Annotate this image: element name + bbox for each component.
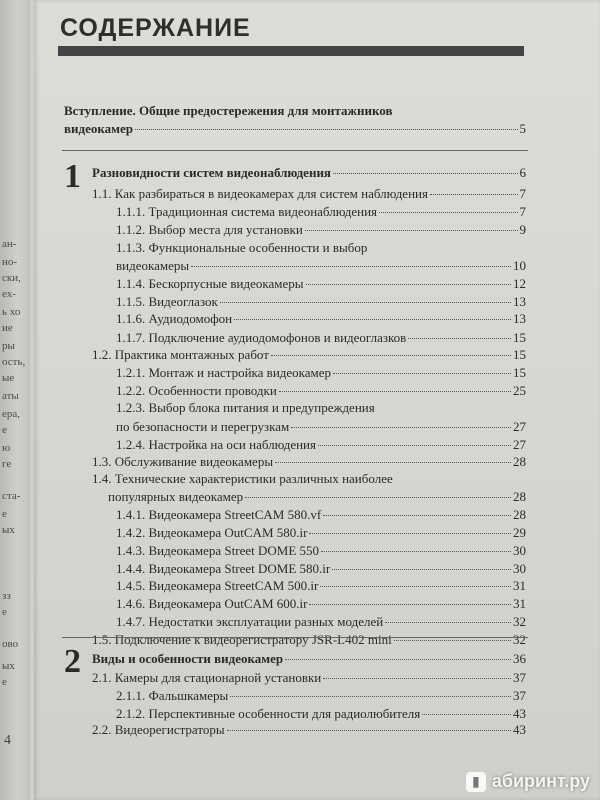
leader-dots: [135, 129, 517, 130]
adjacent-page-fragment: е: [2, 606, 7, 618]
toc-entry-text: 1.5. Подключение к видеорегистратору JSR-L402 mini: [92, 632, 392, 647]
leader-dots: [379, 212, 517, 213]
labirint-logo-icon: ▮: [466, 772, 486, 792]
toc-entry-page: 9: [519, 222, 526, 237]
toc-entry-1-2[interactable]: [92, 347, 526, 362]
toc-entry-1-4-5[interactable]: [116, 578, 526, 593]
leader-dots: [279, 391, 511, 392]
toc-entry-2-1-2[interactable]: [116, 706, 526, 721]
leader-dots: [309, 533, 511, 534]
toc-entry-text: 2.1.2. Перспективные особенности для радиолюбителя: [116, 706, 421, 721]
leader-dots: [333, 173, 518, 174]
toc-entry-1-4[interactable]: [108, 489, 526, 504]
toc-entry-text: 2.1.1. Фальшкамеры: [116, 688, 229, 703]
toc-entry-page: 36: [513, 651, 526, 666]
toc-entry-page: 31: [513, 596, 526, 611]
toc-entry-page: 43: [513, 722, 526, 737]
toc-entry-first-line-1-1-3: 1.1.3. Функциональные особенности и выбор: [116, 240, 368, 255]
toc-entry-text: 1.4.6. Видеокамера OutCAM 600.ir: [116, 596, 308, 611]
watermark-text: абиринт.ру: [491, 771, 590, 791]
toc-entry-1-4-3[interactable]: [116, 543, 526, 558]
toc-entry-1-2-4[interactable]: [116, 437, 526, 452]
toc-entry-page: 37: [513, 670, 526, 685]
adjacent-page-fragment: зз: [2, 590, 11, 602]
leader-dots: [318, 445, 511, 446]
toc-entry-1-1-2[interactable]: [116, 222, 526, 237]
toc-entry-page: 7: [519, 186, 526, 201]
page-title: СОДЕРЖАНИЕ: [60, 14, 251, 42]
adjacent-page-fragment: ры: [2, 340, 15, 352]
toc-entry-text: 1.4.5. Видеокамера StreetCAM 500.ir: [116, 578, 319, 593]
toc-entry-page: 15: [513, 365, 526, 380]
leader-dots: [227, 730, 511, 731]
toc-entry-chapter-1[interactable]: [92, 165, 526, 180]
toc-entry-page: 30: [513, 561, 526, 576]
toc-entry-text: Виды и особенности видеокамер: [92, 651, 284, 666]
chapter-number: 2: [64, 643, 81, 680]
adjacent-page-fragment: ех-: [2, 288, 16, 300]
leader-dots: [271, 355, 511, 356]
toc-entry-page: 29: [513, 525, 526, 540]
toc-entry-2-2[interactable]: [92, 722, 526, 737]
leader-dots: [220, 302, 511, 303]
leader-dots: [408, 338, 511, 339]
leader-dots: [191, 266, 511, 267]
adjacent-page-fragment: ера,: [2, 408, 21, 420]
toc-entry-text: по безопасности и перегрузкам: [116, 419, 290, 434]
toc-page: [34, 0, 600, 800]
leader-dots: [422, 714, 511, 715]
adjacent-page-fragment: ые: [2, 372, 15, 384]
intro-title-line1: Вступление. Общие предостережения для монтажников: [64, 103, 393, 118]
toc-entry-2-1-1[interactable]: [116, 688, 526, 703]
leader-dots: [430, 194, 518, 195]
adjacent-page-number: 4: [4, 733, 11, 748]
leader-dots: [234, 319, 511, 320]
leader-dots: [306, 284, 511, 285]
toc-entry-page: 28: [513, 454, 526, 469]
adjacent-page-fragment: аты: [2, 390, 19, 402]
adjacent-page-fragment: ски,: [2, 272, 21, 284]
toc-entry-page: 15: [513, 330, 526, 345]
toc-entry-page: 32: [513, 632, 526, 647]
toc-entry-text: 1.4.2. Видеокамера OutCAM 580.ir: [116, 525, 308, 540]
toc-entry-text: 1.1.5. Видеоглазок: [116, 294, 218, 309]
toc-entry-page: 43: [513, 706, 526, 721]
toc-entry-text: Разновидности систем видеонаблюдения: [92, 165, 331, 180]
toc-entry-1-3[interactable]: [92, 454, 526, 469]
leader-dots: [385, 622, 511, 623]
leader-dots: [305, 230, 518, 231]
leader-dots: [323, 678, 511, 679]
adjacent-page-fragment: е: [2, 508, 7, 520]
toc-entry-1-1-3[interactable]: [116, 258, 526, 273]
toc-entry-1-4-2[interactable]: [116, 525, 526, 540]
toc-entry-1-2-1[interactable]: [116, 365, 526, 380]
toc-entry-page: 32: [513, 614, 526, 629]
toc-entry-text: 1.4.4. Видеокамера Street DOME 580.ir: [116, 561, 331, 576]
toc-entry-page: 31: [513, 578, 526, 593]
toc-entry-chapter-2[interactable]: [92, 651, 526, 666]
adjacent-page: [0, 0, 30, 800]
adjacent-page-fragment: ю: [2, 442, 11, 454]
chapter-number: 1: [64, 158, 81, 195]
toc-entry-text: 1.4.1. Видеокамера StreetCAM 580.vf: [116, 507, 322, 522]
toc-entry-page: 13: [513, 294, 526, 309]
toc-entry-page: 12: [513, 276, 526, 291]
toc-entry-text: видеокамеры: [116, 258, 190, 273]
leader-dots: [291, 427, 511, 428]
leader-dots: [230, 696, 511, 697]
toc-entry-text: 1.1.4. Бескорпусные видеокамеры: [116, 276, 304, 291]
toc-entry-page: 10: [513, 258, 526, 273]
toc-entry-1-4-7[interactable]: [116, 614, 526, 629]
intro-page: 5: [519, 121, 526, 136]
toc-entry-page: 7: [519, 204, 526, 219]
toc-entry-1-4-6[interactable]: [116, 596, 526, 611]
toc-entry-text: 1.4.7. Недостатки эксплуатации разных моделей: [116, 614, 384, 629]
toc-entry-1-5[interactable]: [92, 632, 526, 647]
leader-dots: [332, 569, 511, 570]
toc-entry-1-1-1[interactable]: [116, 204, 526, 219]
toc-entry-page: 15: [513, 347, 526, 362]
toc-entry-page: 13: [513, 311, 526, 326]
adjacent-page-fragment: ан-: [2, 238, 17, 250]
leader-dots: [333, 373, 511, 374]
chapter-separator: [62, 637, 528, 638]
toc-entry-text: 1.2. Практика монтажных работ: [92, 347, 269, 362]
toc-entry-1-1-6[interactable]: [116, 311, 526, 326]
leader-dots: [323, 515, 511, 516]
toc-entry-2-1[interactable]: [92, 670, 526, 685]
toc-entry-page: 25: [513, 383, 526, 398]
adjacent-page-fragment: е: [2, 676, 7, 688]
toc-entry-first-line-1-4: 1.4. Технические характеристики различных наиболее: [92, 471, 393, 486]
toc-entry-text: 1.2.2. Особенности проводки: [116, 383, 277, 398]
toc-entry-intro[interactable]: [64, 121, 526, 136]
toc-entry-1-1-7[interactable]: [116, 330, 526, 345]
adjacent-page-fragment: ь хо: [2, 306, 21, 318]
toc-entry-text: 1.1. Как разбираться в видеокамерах для систем наблюдения: [92, 186, 428, 201]
toc-entry-first-line-1-2-3: 1.2.3. Выбор блока питания и предупреждения: [116, 400, 375, 415]
toc-entry-text: 1.2.4. Настройка на оси наблюдения: [116, 437, 316, 452]
toc-entry-text: 1.1.7. Подключение аудиодомофонов и видеоглазков: [116, 330, 407, 345]
leader-dots: [321, 551, 511, 552]
adjacent-page-fragment: ость,: [2, 356, 26, 368]
adjacent-page-fragment: ие: [2, 322, 13, 334]
toc-entry-text: 1.3. Обслуживание видеокамеры: [92, 454, 274, 469]
chapter-separator: [62, 150, 528, 151]
toc-entry-text: 1.1.2. Выбор места для установки: [116, 222, 303, 237]
toc-entry-1-1-4[interactable]: [116, 276, 526, 291]
adjacent-page-fragment: ста-: [2, 490, 21, 502]
adjacent-page-fragment: ых: [2, 524, 15, 536]
toc-entry-page: 6: [519, 165, 526, 180]
toc-entry-page: 27: [513, 437, 526, 452]
toc-entry-text: 1.4.3. Видеокамера Street DOME 550: [116, 543, 320, 558]
adjacent-page-fragment: но-: [2, 256, 18, 268]
toc-entry-text: 2.2. Видеорегистраторы: [92, 722, 225, 737]
toc-entry-text: 2.1. Камеры для стационарной установки: [92, 670, 322, 685]
toc-entry-1-1-5[interactable]: [116, 294, 526, 309]
adjacent-page-fragment: ге: [2, 458, 12, 470]
leader-dots: [275, 462, 511, 463]
toc-entry-1-2-2[interactable]: [116, 383, 526, 398]
toc-entry-page: 27: [513, 419, 526, 434]
adjacent-page-fragment: ово: [2, 638, 19, 650]
heading-rule: [58, 46, 524, 56]
toc-entry-page: 37: [513, 688, 526, 703]
intro-title-line2: видеокамер: [64, 121, 134, 136]
leader-dots: [309, 604, 511, 605]
toc-entry-text: популярных видеокамер: [108, 489, 244, 504]
toc-entry-page: 30: [513, 543, 526, 558]
toc-entry-1-1[interactable]: [92, 186, 526, 201]
leader-dots: [285, 659, 511, 660]
watermark: [466, 771, 590, 792]
leader-dots: [394, 640, 511, 641]
leader-dots: [320, 586, 511, 587]
leader-dots: [245, 497, 511, 498]
adjacent-page-fragment: ых: [2, 660, 15, 672]
toc-entry-1-4-1[interactable]: [116, 507, 526, 522]
adjacent-page-fragment: е: [2, 424, 7, 436]
toc-entry-page: 28: [513, 489, 526, 504]
toc-entry-text: 1.1.1. Традиционная система видеонаблюдения: [116, 204, 378, 219]
toc-entry-1-4-4[interactable]: [116, 561, 526, 576]
toc-entry-text: 1.1.6. Аудиодомофон: [116, 311, 233, 326]
toc-entry-1-2-3[interactable]: [116, 419, 526, 434]
toc-entry-page: 28: [513, 507, 526, 522]
toc-entry-text: 1.2.1. Монтаж и настройка видеокамер: [116, 365, 332, 380]
